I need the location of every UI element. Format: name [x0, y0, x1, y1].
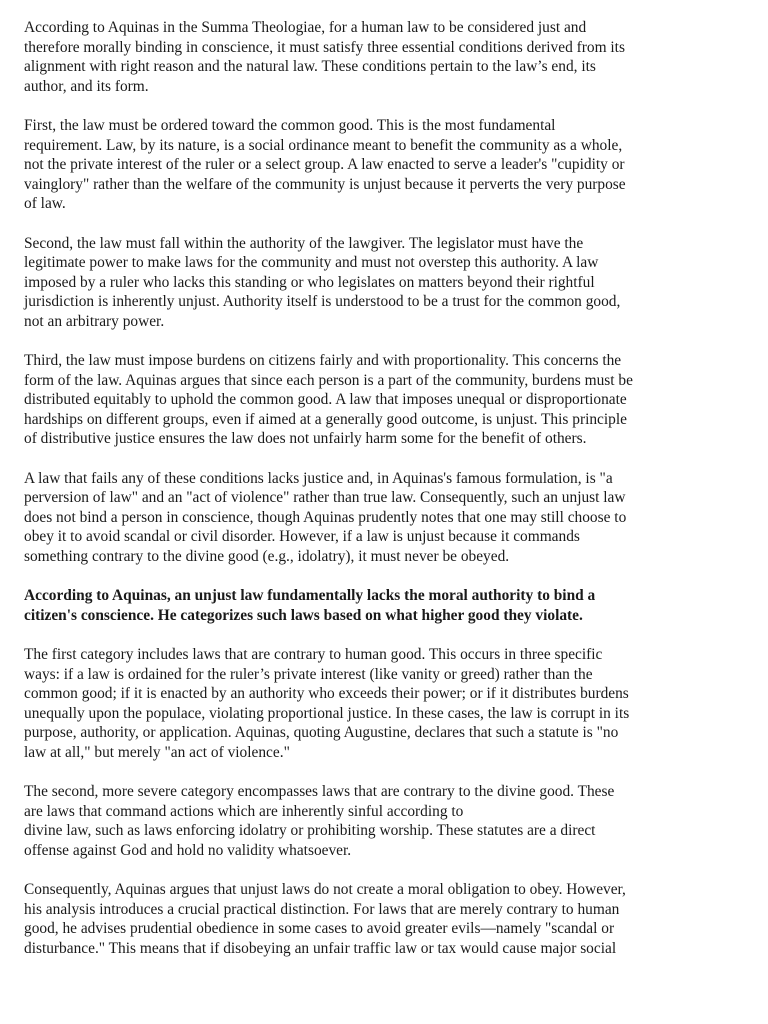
paragraph-proportionality: Third, the law must impose burdens on citizens fairly and with proportionality. This concerns the form of the law. Aquinas argues that since each person is a part of the community, burdens must be distributed equitably to uphold the common good. A law that imposes unequal or disproportionate hardships on different groups, even if aimed at a generally good outcome, is unjust. This principle of distributive justice ensures the law does not unfairly harm some for the benefit of others.: [24, 352, 633, 448]
paragraph-intro: According to Aquinas in the Summa Theologiae, for a human law to be considered just and therefore morally binding in conscience, it must satisfy three essential conditions derived from its alignment with right reason and the natural law. These conditions pertain to the law’s end, its author, and its form.: [24, 19, 625, 95]
paragraph-common-good: First, the law must be ordered toward the common good. This is the most fundamental requirement. Law, by its nature, is a social ordinance meant to benefit the community as a whole, not the private interest of the ruler or a select group. A law enacted to serve a leader's "cupidity or vainglory" rather than the welfare of the community is unjust because it perverts the very purpose of law.: [24, 116, 626, 213]
paragraph-obligation: Consequently, Aquinas argues that unjust laws do not create a moral obligation to obey. However, his analysis introduces a crucial practical distinction. For laws that are merely contrary to human good, he advises prudential obedience in some cases to avoid greater evils—namely "scandal or disturbance." This means that if disobeying an unfair traffic law or tax would cause major social: [24, 881, 626, 957]
paragraph-summary-bold: According to Aquinas, an unjust law fundamentally lacks the moral authority to bind a citizen's conscience. He categorizes such laws based on what higher good they violate.: [24, 587, 596, 624]
document-body: [24, 18, 744, 978]
paragraph-authority: Second, the law must fall within the authority of the lawgiver. The legislator must have the legitimate power to make laws for the community and must not overstep this authority. A law imposed by a ruler who lacks this standing or who legislates on matters beyond their rightful jurisdiction is inherently unjust. Authority itself is understood to be a trust for the common good, not an arbitrary power.: [24, 234, 621, 330]
paragraph-divine-good: The second, more severe category encompasses laws that are contrary to the divine good. These are laws that command actions which are inherently sinful according to divine law, such as laws enforcing idolatry or prohibiting worship. These statutes are a direct offense against God and hold no validity whatsoever.: [24, 783, 615, 859]
paragraph-human-good: The first category includes laws that are contrary to human good. This occurs in three specific ways: if a law is ordained for the ruler’s private interest (like vanity or greed) rather than the common good; if it is enacted by an authority who exceeds their power; or if it distributes burdens unequally upon the populace, violating proportional justice. In these cases, the law is corrupt in its purpose, authority, or application. Aquinas, quoting Augustine, declares that such a statute is "no law at all," but merely "an act of violence.": [24, 646, 630, 761]
paragraph-consequence: A law that fails any of these conditions lacks justice and, in Aquinas's famous formulation, is "a perversion of law" and an "act of violence" rather than true law. Consequently, such an unjust law does not bind a person in conscience, though Aquinas prudently notes that one may still choose to obey it to avoid scandal or civil disorder. However, if a law is unjust because it commands something contrary to the divine good (e.g., idolatry), it must never be obeyed.: [24, 469, 627, 566]
